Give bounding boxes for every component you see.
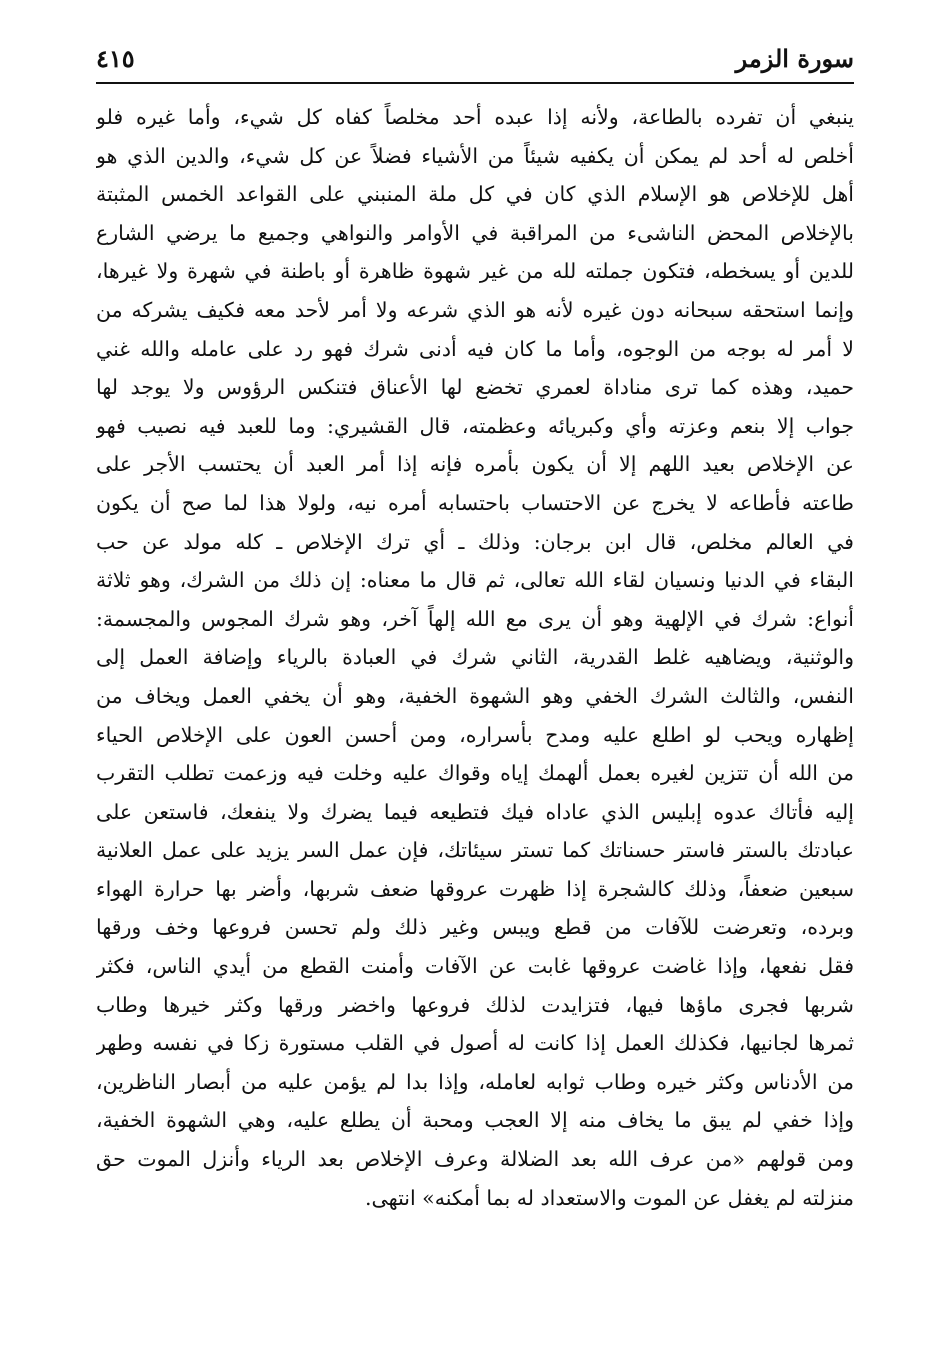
header-divider bbox=[96, 82, 854, 84]
text-line: بالإخلاص المحض الناشىء من المراقبة في الأوامر والنواهي وجميع ما يرضي الشارع bbox=[96, 220, 854, 245]
text-line: ثمرها لجانيها، فكذلك العمل إذا كانت له أصول في القلب مستورة زكا في نفسه وطهر bbox=[96, 1031, 854, 1056]
text-line: فقل نفعها، وإذا غاضت عروقها غابت عن الآفات وأمنت القطع من أيدي الناس، فكثر bbox=[96, 954, 854, 979]
text-line: إليه فأتاك عدوه إبليس الذي عاداه فيك فتطيعه فيما يضرك ولا ينفعك، فاستعن على bbox=[96, 799, 854, 824]
text-line: ومن قولهم «من عرف الله بعد الضلالة وعرف الإخلاص بعد الرياء وأنزل الموت حق bbox=[96, 1147, 854, 1172]
text-line: طاعته فأطاعه لا يخرج عن الاحتساب باحتسابه أمره نيه، ولولا هذا لما صح أن يكون bbox=[96, 490, 854, 515]
text-line: منزلته لم يغفل عن الموت والاستعداد له بما أمكنه» انتهى. bbox=[365, 1185, 854, 1210]
text-line: من الله أن تتزين لغيره بعمل ألهمك إياه وقواك عليه وخلت فيه وزعمت تطلب التقرب bbox=[96, 761, 854, 786]
text-line: جواب إلا بنعم وعزته وأي وكبريائه وعظمته، قال القشيري: وما للعبد فيه نصيب فهو bbox=[96, 413, 854, 438]
text-line: للدين أو يسخطه، فتكون جملته لله من غير شهوة ظاهرة أو باطنة في شهرة ولا غيرها، bbox=[96, 259, 854, 284]
text-line: النفس، والثالث الشرك الخفي وهو الشهوة الخفية، وهو أن يخفي العمل ويخاف من bbox=[96, 683, 854, 708]
text-line: أنواع: شرك في الإلهية وهو أن يرى مع الله إلهاً آخر، وهو شرك المجوس والمجسمة: bbox=[96, 606, 854, 631]
text-line: في العالم مخلص، قال ابن برجان: وذلك ـ أي ترك الإخلاص ـ كله مولد عن حب bbox=[96, 529, 854, 554]
text-line: سبعين ضعفاً، وذلك كالشجرة إذا ظهرت عروقها ضعف شربها، وأضر بها حرارة الهواء bbox=[96, 876, 854, 901]
text-line: إظهاره ويحب لو اطلع عليه ومدح بأسراره، ومن أحسن العون على الإخلاص الحياء bbox=[96, 722, 854, 747]
text-line: وإذا خفي لم يبق ما يخاف منه إلا العجب ومحبة أن يطلع عليه، وهي الشهوة الخفية، bbox=[96, 1108, 854, 1133]
text-line: عن الإخلاص بعيد اللهم إلا أن يكون بأمره فإنه إذا أمر العبد أن يحتسب الأجر على bbox=[96, 452, 854, 477]
text-line: أخلص له أحد لم يمكن أن يكفيه شيئاً من الأشياء فضلاً عن كل شيء، والدين الذي هو bbox=[96, 143, 854, 168]
page-body bbox=[96, 98, 854, 1217]
text-line: والوثنية، ويضاهيه غلط القدرية، الثاني شرك في العبادة بالرياء وإضافة العمل إلى bbox=[96, 645, 854, 670]
text-line: عبادتك بالستر فاستر حسناتك كما تستر سيئاتك، فإن عمل السر يزيد على عمل العلانية bbox=[96, 838, 854, 863]
text-line: حميد، وهذه كما ترى مناداة لعمري تخضع لها الأعناق فتنكس الرؤوس ولا يوجد لها bbox=[96, 375, 854, 400]
text-line: ينبغي أن تفرده بالطاعة، ولأنه إذا عبده أحد مخلصاً كفاه كل شيء، وأما غيره فلو bbox=[96, 105, 854, 129]
text-line: شربها فجرى ماؤها فيها، فتزايدت لذلك فروعها واخضر ورقها وكثر خيرها وطاب bbox=[96, 992, 854, 1017]
text-line: من الأدناس وكثر خيره وطاب ثوابه لعامله، وإذا بدا لم يؤمن عليه من أبصار الناظرين، bbox=[96, 1069, 854, 1094]
text-line: وبرده، وتعرضت للآفات من قطع ويبس وغير ذلك ولم تحسن فروعها وخف ورقها bbox=[96, 915, 854, 940]
page-header bbox=[96, 40, 854, 82]
text-line: البقاء في الدنيا ونسيان لقاء الله تعالى، ثم قال ما معناه: إن ذلك من الشرك، وهو ثلاثة bbox=[96, 568, 854, 593]
text-line: لا أمر له بوجه من الوجوه، وأما ما كان فيه أدنى شرك فهو رد على عامله والله غني bbox=[96, 336, 854, 361]
surah-title: سورة الزمر bbox=[735, 44, 854, 73]
text-line: أهل للإخلاص هو الإسلام الذي كان في كل ملة المنبني على القواعد الخمس المثبتة bbox=[96, 182, 854, 207]
text-line: وإنما استحقه سبحانه دون غيره لأنه هو الذي شرعه ولا أمر لأحد معه فكيف يشركه من bbox=[96, 297, 854, 322]
page-number: ٤١٥ bbox=[96, 44, 135, 73]
